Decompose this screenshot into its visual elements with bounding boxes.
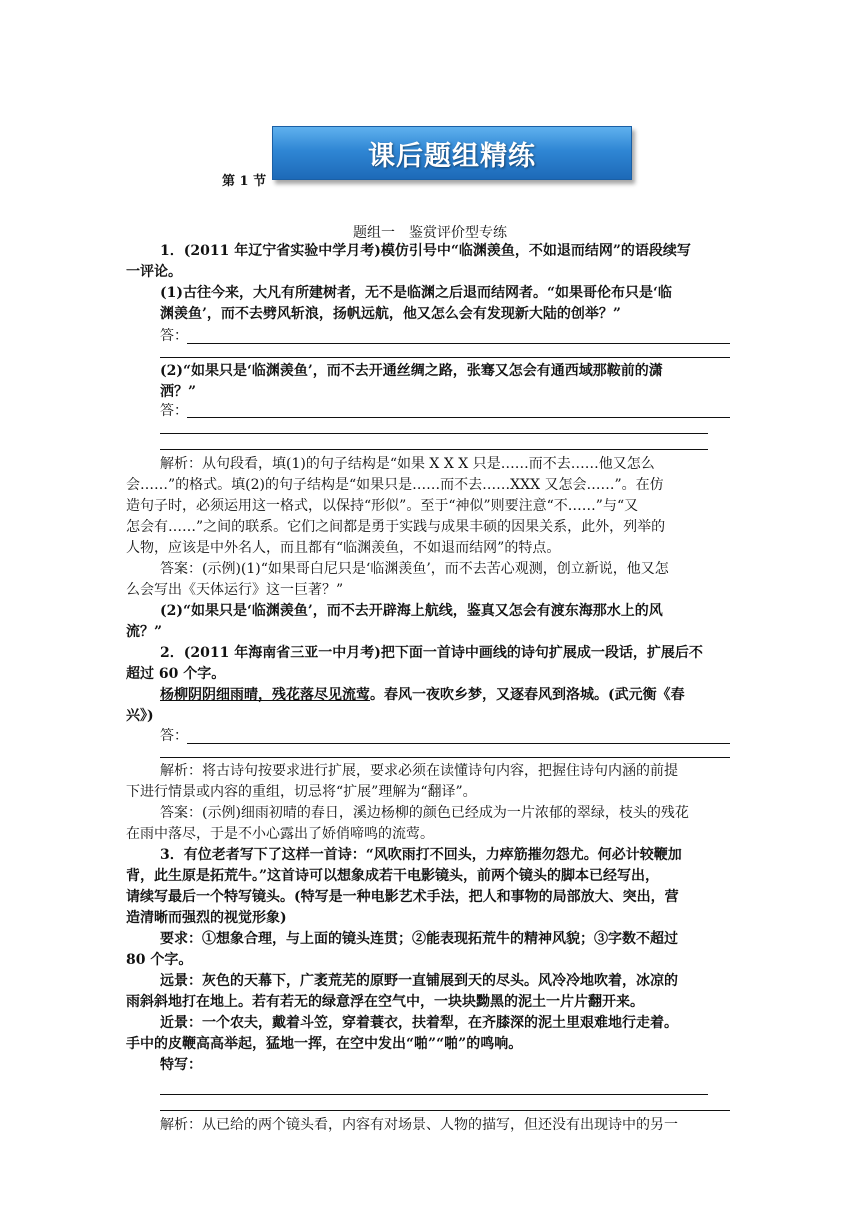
requirement-line-2: 80 个字。 <box>126 952 193 968</box>
underlined-verse: 杨柳阴阴细雨晴，残花落尽见流莺 <box>160 687 370 703</box>
analysis-line: 下进行情景或内容的重组，切忌将“扩展”理解为“翻译”。 <box>126 784 477 800</box>
answer-label: 答： <box>160 403 188 419</box>
q1-part1-line-1: (1)古往今来，大凡有所建树者，无不是临渊之后退而结网者。“如果哥伦布只是‘临 <box>160 285 672 301</box>
section-label: 第 1 节 <box>222 174 267 189</box>
answer-blank-line[interactable] <box>160 1110 730 1111</box>
requirement-line: 要求：①想象合理，与上面的镜头连贯；②能表现拓荒牛的精神风貌；③字数不超过 <box>160 931 678 947</box>
q1-part2-line-1: (2)“如果只是‘临渊羡鱼’，而不去开通丝绸之路，张骞又怎会有通西域那鞍前的潇 <box>160 363 663 379</box>
answer-line: 在雨中落尽，于是不小心露出了娇俏啼鸣的流莺。 <box>126 826 434 842</box>
q3-line-3: 请续写最后一个特写镜头。(特写是一种电影艺术手法，把人和事物的局部放大、突出，营 <box>126 889 679 905</box>
answer-blank-line[interactable] <box>187 417 730 418</box>
close-up-label: 特写： <box>160 1057 202 1073</box>
q1-part1-line-2: 渊羡鱼’，而不去劈风斩浪，扬帆远航，他又怎么会有发现新大陆的创举？” <box>160 306 621 322</box>
answer-line: 答案：(示例)(1)“如果哥白尼只是‘临渊羡鱼’，而不去苦心观测，创立新说，他又怎 <box>160 561 669 577</box>
answer-blank-line[interactable] <box>160 433 708 434</box>
answer-label: 答： <box>160 328 188 344</box>
title-banner <box>272 126 632 180</box>
poem-rest: 。春风一夜吹乡梦，又逐春风到洛城。(武元衡《春 <box>370 687 685 703</box>
answer-label: 答： <box>160 728 188 744</box>
group-title: 题组一 鉴赏评价型专练 <box>353 225 507 241</box>
q2-line-2: 超过 60 个字。 <box>126 666 226 682</box>
poem-line-2: 兴》) <box>126 708 154 724</box>
analysis-line: 解析：将古诗句按要求进行扩展，要求必须在读懂诗句内容，把握住诗句内涵的前提 <box>160 763 678 779</box>
q1-line-2: 一评论。 <box>126 264 182 280</box>
long-shot-line: 远景：灰色的天幕下，广袤荒芜的原野一直铺展到天的尽头。风冷冷地吹着，冰凉的 <box>160 973 678 989</box>
answer-line: 么会写出《天体运行》这一巨著？” <box>126 582 344 598</box>
answer-blank-line[interactable] <box>160 449 708 450</box>
analysis-line: 造句子时，必须运用这一格式，以保持“形似”。至于“神似”则要注意“不……”与“又 <box>126 498 639 514</box>
analysis-line: 人物，应该是中外名人，而且都有“临渊羡鱼，不如退而结网”的特点。 <box>126 540 561 556</box>
answer-blank-line[interactable] <box>160 1094 708 1095</box>
answer-line: 答案：(示例)细雨初晴的春日，溪边杨柳的颜色已经成为一片浓郁的翠绿，枝头的残花 <box>160 805 689 821</box>
q3-line-4: 造清晰而强烈的视觉形象) <box>126 910 287 926</box>
answer-line: (2)“如果只是‘临渊羡鱼’，而不去开辟海上航线，鉴真又怎会有渡东海那水上的风 <box>160 603 663 619</box>
q3-line-1: 3．有位老者写下了这样一首诗：“风吹雨打不回头，力瘁筋摧勿怨尤。何必计较鞭加 <box>160 847 682 863</box>
q3-line-2: 背，此生原是拓荒牛。”这首诗可以想象成若干电影镜头，前两个镜头的脚本已经写出， <box>126 868 660 884</box>
answer-blank-line[interactable] <box>187 343 730 344</box>
poem-line <box>160 686 685 704</box>
q1-part2-line-2: 洒？” <box>160 384 197 400</box>
analysis-line: 解析：从句段看，填(1)的句子结构是“如果 X X X 只是……而不去……他又怎么 <box>160 456 655 472</box>
analysis-line: 会……”的格式。填(2)的句子结构是“如果只是……而不去……XXX 又怎会……”。在仿 <box>126 477 664 493</box>
answer-blank-line[interactable] <box>187 743 730 744</box>
answer-line: 流？” <box>126 624 163 640</box>
q2-line-1: 2．(2011 年海南省三亚一中月考)把下面一首诗中画线的诗句扩展成一段话，扩展后不 <box>160 645 703 661</box>
medium-shot-line-2: 手中的皮鞭高高举起，猛地一挥，在空中发出“啪”“啪”的鸣响。 <box>126 1036 523 1052</box>
banner-title: 课后题组精练 <box>368 140 536 172</box>
medium-shot-line: 近景：一个农夫，戴着斗笠，穿着蓑衣，扶着犁，在齐膝深的泥土里艰难地行走着。 <box>160 1015 678 1031</box>
long-shot-line-2: 雨斜斜地打在地上。若有若无的绿意浮在空气中，一块块黝黑的泥土一片片翻开来。 <box>126 994 644 1010</box>
answer-blank-line[interactable] <box>160 357 730 358</box>
q1-line-1: 1．(2011 年辽宁省实验中学月考)模仿引号中“临渊羡鱼，不如退而结网”的语段续写 <box>160 243 691 259</box>
answer-blank-line[interactable] <box>160 757 730 758</box>
analysis-line: 怎会有……”之间的联系。它们之间都是勇于实践与成果丰硕的因果关系，此外，列举的 <box>126 519 666 535</box>
analysis-line: 解析：从已给的两个镜头看，内容有对场景、人物的描写，但还没有出现诗中的另一 <box>160 1117 678 1133</box>
